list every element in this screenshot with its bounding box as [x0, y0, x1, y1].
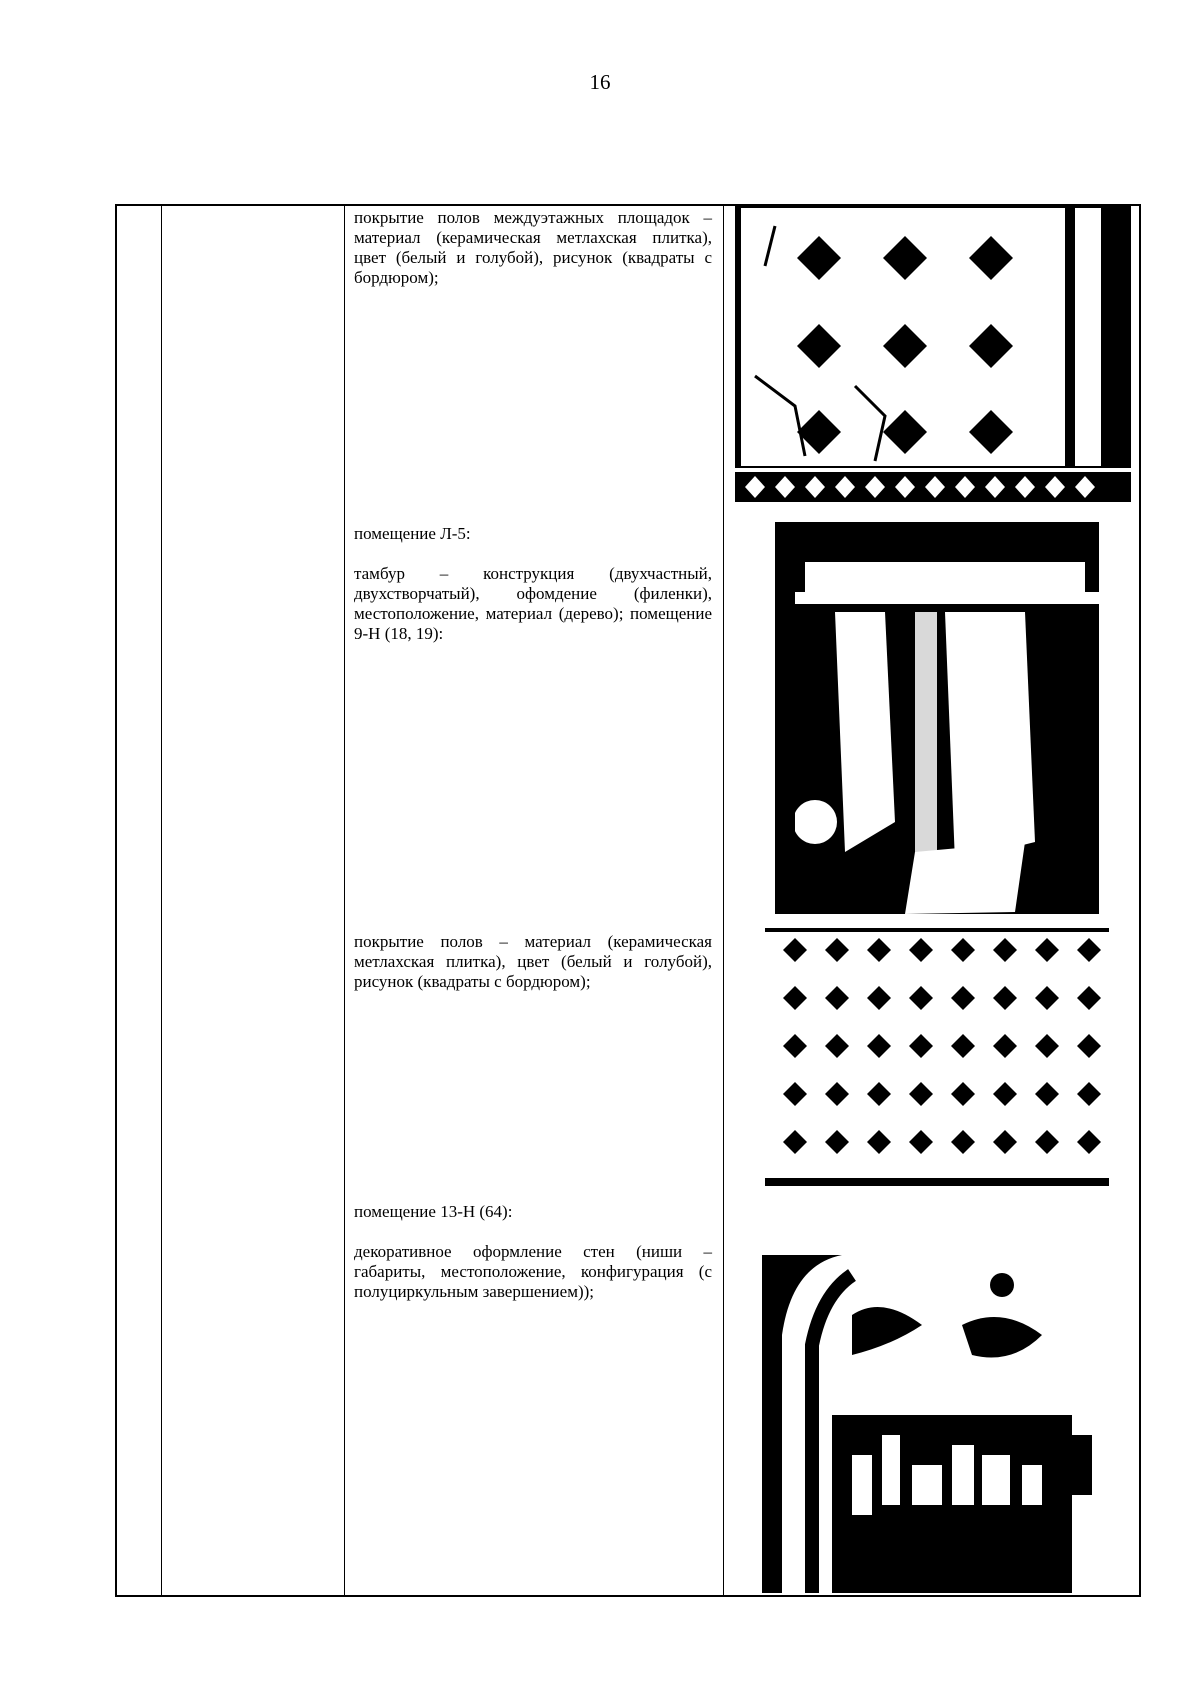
- table-cell-description-2: [354, 524, 712, 664]
- floor-tile-pattern-photo: [765, 928, 1109, 1186]
- table-cell-description-1: [354, 208, 712, 308]
- description-paragraph: покрытие полов междуэтажных площадок – материал (керамическая метлахская плитка), цвет (белый и голубой), рисунок (квадраты с бордюром);: [354, 208, 712, 287]
- floor-tile-border-photo: [735, 206, 1131, 504]
- vestibule-door-photo: [775, 522, 1099, 914]
- room-heading: помещение 13-Н (64):: [354, 1202, 513, 1221]
- wall-niche-interior-photo: [762, 1255, 1110, 1593]
- column-divider: [723, 206, 724, 1595]
- room-heading: помещение Л-5:: [354, 524, 471, 543]
- table-cell-description-3: [354, 932, 712, 1012]
- page-number: 16: [589, 70, 611, 94]
- column-divider: [161, 206, 162, 1595]
- table-cell-description-4: [354, 1202, 712, 1322]
- description-paragraph: тамбур – конструкция (двухчастный, двухстворчатый), офомдение (филенки), местоположение, материал (дерево); помещение 9-Н (18, 19):: [354, 564, 712, 643]
- column-divider: [344, 206, 345, 1595]
- description-paragraph: декоративное оформление стен (ниши – габариты, местоположение, конфигурация (с полуциркульным завершением));: [354, 1242, 712, 1301]
- description-paragraph: покрытие полов – материал (керамическая метлахская плитка), цвет (белый и голубой), рисунок (квадраты с бордюром);: [354, 932, 712, 991]
